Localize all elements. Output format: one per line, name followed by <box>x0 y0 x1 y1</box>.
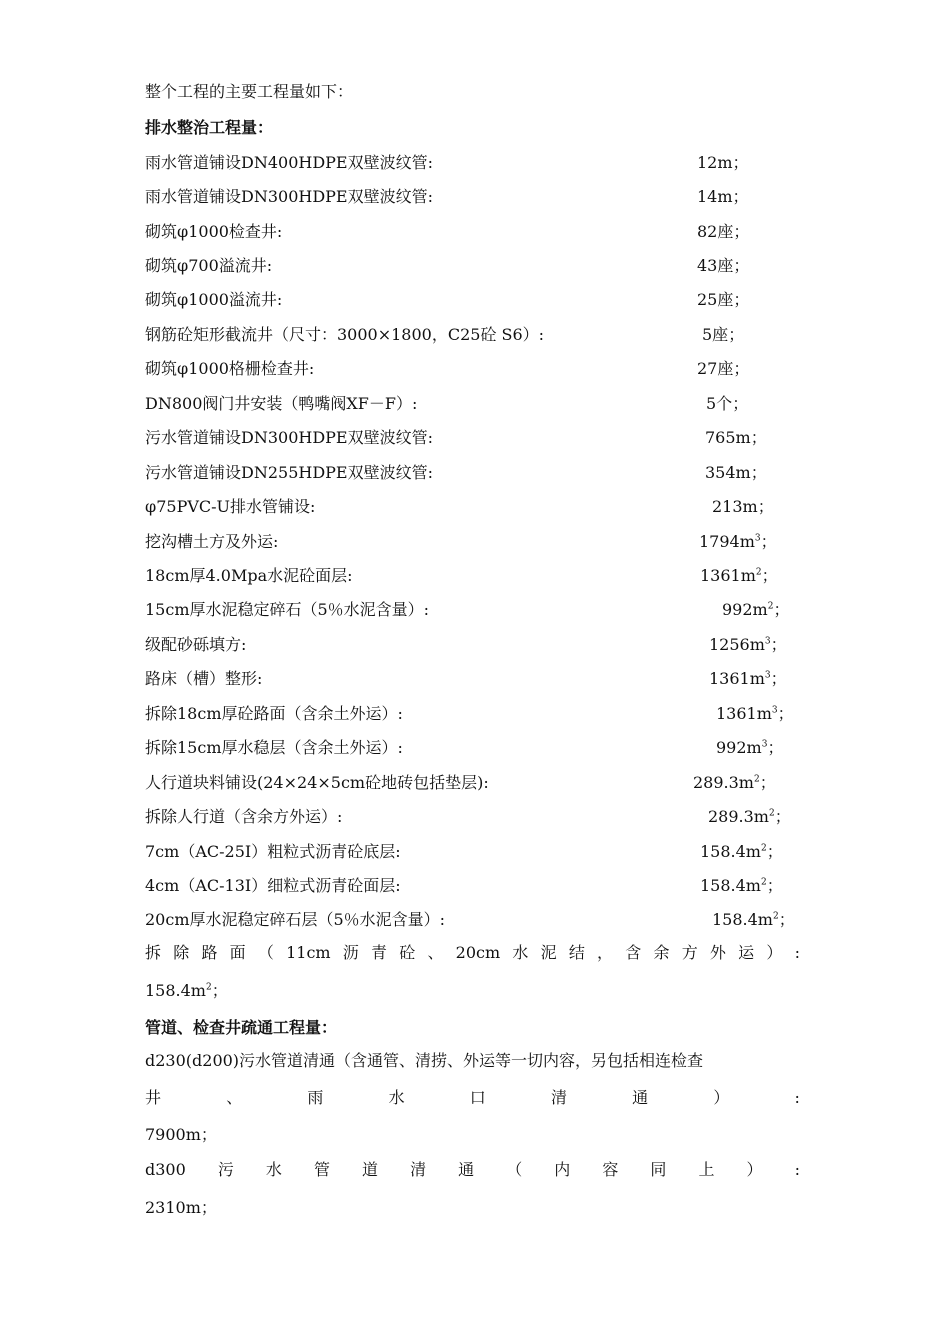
unit-exponent: 2 <box>760 877 767 888</box>
drainage-item-quantity <box>716 738 783 758</box>
justified-char: 面 <box>229 943 246 962</box>
justified-char: 水 <box>388 1088 405 1107</box>
pipe-cleaning-heading: 管道、检查井疏通工程量： <box>145 1018 338 1037</box>
justified-char: d300 <box>145 1160 186 1179</box>
justified-char: : <box>794 1088 800 1107</box>
drainage-item-label: 钢筋砼矩形截流井（尺寸：3000×1800，C25砼 S6）: <box>145 325 545 344</box>
justified-char: ） <box>766 943 783 962</box>
quantity-value: 765m <box>705 428 751 447</box>
justified-char: 砼 <box>399 943 416 962</box>
drainage-item-label: 18cm厚4.0Mpa水泥砼面层: <box>145 566 353 585</box>
justified-char: 方 <box>681 943 698 962</box>
justified-char: 泥 <box>540 943 557 962</box>
quantity-value: 158.4m <box>700 842 761 861</box>
justified-char: 水 <box>512 943 529 962</box>
drainage-item-label: 雨水管道铺设DN400HDPE双壁波纹管: <box>145 153 433 172</box>
drainage-last-item-qty <box>145 981 228 1001</box>
quantity-value: 158.4m <box>145 981 206 1000</box>
line-end-punct: ； <box>211 981 228 1000</box>
quantity-value: 82座 <box>697 222 734 241</box>
line-end-punct: ； <box>732 394 749 413</box>
justified-char: 拆 <box>145 943 162 962</box>
line-end-punct: ； <box>761 566 778 585</box>
justified-char: 20cm <box>455 943 501 962</box>
drainage-item-quantity <box>697 187 749 207</box>
drainage-last-item-label <box>145 943 800 963</box>
line-end-punct: ； <box>760 532 777 551</box>
unit-exponent: 3 <box>771 705 778 716</box>
drainage-item-quantity <box>697 153 749 173</box>
drainage-item-label: 路床（槽）整形: <box>145 669 263 688</box>
drainage-item-label: 20cm厚水泥稳定碎石层（5％水泥含量）: <box>145 910 446 929</box>
quantity-value: 289.3m <box>708 807 769 826</box>
drainage-item-label: 拆除人行道（含余方外运）: <box>145 807 343 826</box>
quantity-value: 1361m <box>709 669 765 688</box>
drainage-item-quantity <box>697 359 749 379</box>
justified-char: 通 <box>632 1088 649 1107</box>
pipe-cleaning-item2-qty: 2310m； <box>145 1198 217 1217</box>
drainage-item-quantity <box>709 669 787 689</box>
justified-char: 运 <box>738 943 755 962</box>
quantity-value: 1794m <box>699 532 755 551</box>
drainage-item-label: 砌筑φ1000溢流井: <box>145 290 283 309</box>
unit-exponent: 3 <box>764 636 771 647</box>
unit-exponent: 2 <box>768 808 775 819</box>
line-end-punct: ； <box>733 359 750 378</box>
drainage-item-label: 拆除18cm厚砼路面（含余土外运）: <box>145 704 403 723</box>
justified-char: 、 <box>226 1088 243 1107</box>
quantity-value: 992m <box>722 600 768 619</box>
drainage-item-quantity <box>712 497 774 517</box>
unit-exponent: 2 <box>205 982 212 993</box>
pipe-cleaning-item1-qty: 7900m； <box>145 1125 217 1144</box>
unit-exponent: 2 <box>767 601 774 612</box>
line-end-punct: ； <box>759 773 776 792</box>
justified-char: 容 <box>602 1160 619 1179</box>
quantity-value: 158.4m <box>700 876 761 895</box>
line-end-punct: ； <box>778 910 795 929</box>
justified-char: 管 <box>313 1160 330 1179</box>
quantity-value: 12m <box>697 153 733 172</box>
justified-char: : <box>794 1160 800 1179</box>
drainage-item-quantity <box>705 428 767 448</box>
drainage-item-label: 砌筑φ1000检查井: <box>145 222 283 241</box>
drainage-heading: 排水整治工程量： <box>145 118 274 137</box>
justified-char: 除 <box>173 943 190 962</box>
drainage-item-label: 雨水管道铺设DN300HDPE双壁波纹管: <box>145 187 433 206</box>
justified-char: 井 <box>145 1088 162 1107</box>
drainage-item-quantity <box>705 463 767 483</box>
line-end-punct: ； <box>766 876 783 895</box>
justified-char: 路 <box>201 943 218 962</box>
drainage-item-quantity <box>702 325 744 345</box>
drainage-item-label: 级配砂砾填方: <box>145 635 247 654</box>
justified-char: ） <box>746 1160 763 1179</box>
drainage-item-label: 污水管道铺设DN300HDPE双壁波纹管: <box>145 428 433 447</box>
line-end-punct: ； <box>770 635 787 654</box>
line-end-punct: ； <box>732 187 749 206</box>
justified-char: 、 <box>427 943 444 962</box>
line-end-punct: ； <box>767 738 784 757</box>
unit-exponent: 2 <box>760 843 767 854</box>
pipe-cleaning-item2-line1 <box>145 1160 800 1180</box>
quantity-value: 27座 <box>697 359 734 378</box>
justified-char: 口 <box>469 1088 486 1107</box>
drainage-item-quantity <box>709 635 787 655</box>
drainage-item-label: 拆除15cm厚水稳层（含余土外运）: <box>145 738 403 757</box>
quantity-value: 43座 <box>697 256 734 275</box>
quantity-value: 158.4m <box>712 910 773 929</box>
justified-char: 雨 <box>307 1088 324 1107</box>
justified-char: 水 <box>265 1160 282 1179</box>
unit-exponent: 3 <box>761 739 768 750</box>
pipe-cleaning-item1-line2 <box>145 1088 800 1108</box>
drainage-item-quantity <box>697 290 749 310</box>
quantity-value: 289.3m <box>693 773 754 792</box>
justified-char: 通 <box>458 1160 475 1179</box>
quantity-value: 1256m <box>709 635 765 654</box>
unit-exponent: 2 <box>755 567 762 578</box>
unit-exponent: 3 <box>764 670 771 681</box>
line-end-punct: ； <box>773 600 790 619</box>
quantity-value: 354m <box>705 463 751 482</box>
drainage-item-quantity <box>700 566 778 586</box>
justified-char: 含 <box>625 943 642 962</box>
justified-char: 内 <box>554 1160 571 1179</box>
line-end-punct: ； <box>766 842 783 861</box>
drainage-item-quantity <box>708 807 791 827</box>
justified-char: （ <box>257 943 274 962</box>
drainage-item-quantity <box>706 394 748 414</box>
drainage-item-quantity <box>700 876 783 896</box>
drainage-item-quantity <box>712 910 795 930</box>
line-end-punct: ； <box>732 153 749 172</box>
justified-char: ， <box>597 943 614 962</box>
line-end-punct: ； <box>733 290 750 309</box>
justified-char: : <box>794 943 800 962</box>
quantity-value: 25座 <box>697 290 734 309</box>
drainage-item-quantity <box>722 600 789 620</box>
line-end-punct: ； <box>733 222 750 241</box>
drainage-item-quantity <box>693 773 776 793</box>
quantity-value: 5个 <box>706 394 733 413</box>
drainage-item-quantity <box>716 704 794 724</box>
justified-char: 清 <box>410 1160 427 1179</box>
quantity-value: 1361m <box>700 566 756 585</box>
quantity-value: 213m <box>712 497 758 516</box>
quantity-value: 1361m <box>716 704 772 723</box>
justified-char: 青 <box>371 943 388 962</box>
line-end-punct: ； <box>750 463 767 482</box>
line-end-punct: ； <box>728 325 745 344</box>
drainage-item-label: 砌筑φ1000格栅检查井: <box>145 359 315 378</box>
drainage-item-label: 挖沟槽土方及外运: <box>145 532 279 551</box>
unit-exponent: 3 <box>754 533 761 544</box>
line-end-punct: ； <box>750 428 767 447</box>
drainage-item-label: 人行道块料铺设(24×24×5cm砼地砖包括垫层): <box>145 773 489 792</box>
drainage-item-label: 4cm（AC-13Ⅰ）细粒式沥青砼面层: <box>145 876 401 895</box>
justified-char: 余 <box>653 943 670 962</box>
justified-char: 外 <box>709 943 726 962</box>
quantity-value: 5座 <box>702 325 729 344</box>
drainage-item-label: 7cm（AC-25Ⅰ）粗粒式沥青砼底层: <box>145 842 401 861</box>
line-end-punct: ； <box>777 704 794 723</box>
justified-char: 清 <box>550 1088 567 1107</box>
line-end-punct: ； <box>733 256 750 275</box>
drainage-item-label: φ75PVC-U排水管铺设: <box>145 497 316 516</box>
justified-char: 11cm <box>286 943 331 962</box>
unit-exponent: 2 <box>772 911 779 922</box>
justified-char: 同 <box>650 1160 667 1179</box>
drainage-item-quantity <box>697 222 749 242</box>
justified-char: 结 <box>568 943 585 962</box>
line-end-punct: ； <box>774 807 791 826</box>
drainage-item-label: 砌筑φ700溢流井: <box>145 256 273 275</box>
justified-char: 沥 <box>342 943 359 962</box>
justified-char: （ <box>506 1160 523 1179</box>
pipe-cleaning-item1-line1: d230(d200)污水管道清通（含通管、清捞、外运等一切内容，另包括相连检查 <box>145 1051 704 1070</box>
justified-char: 污 <box>217 1160 234 1179</box>
justified-char: 道 <box>362 1160 379 1179</box>
unit-exponent: 2 <box>753 774 760 785</box>
justified-char: ） <box>713 1088 730 1107</box>
line-end-punct: ； <box>770 669 787 688</box>
drainage-item-quantity <box>700 842 783 862</box>
drainage-item-label: 15cm厚水泥稳定碎石（5％水泥含量）: <box>145 600 430 619</box>
quantity-value: 14m <box>697 187 733 206</box>
justified-char: 上 <box>698 1160 715 1179</box>
drainage-item-label: DN800阀门井安装（鸭嘴阀XF－F）: <box>145 394 418 413</box>
drainage-item-quantity <box>699 532 777 552</box>
drainage-item-label: 污水管道铺设DN255HDPE双壁波纹管: <box>145 463 433 482</box>
drainage-item-quantity <box>697 256 749 276</box>
quantity-value: 992m <box>716 738 762 757</box>
intro-text: 整个工程的主要工程量如下： <box>145 82 354 101</box>
line-end-punct: ； <box>757 497 774 516</box>
